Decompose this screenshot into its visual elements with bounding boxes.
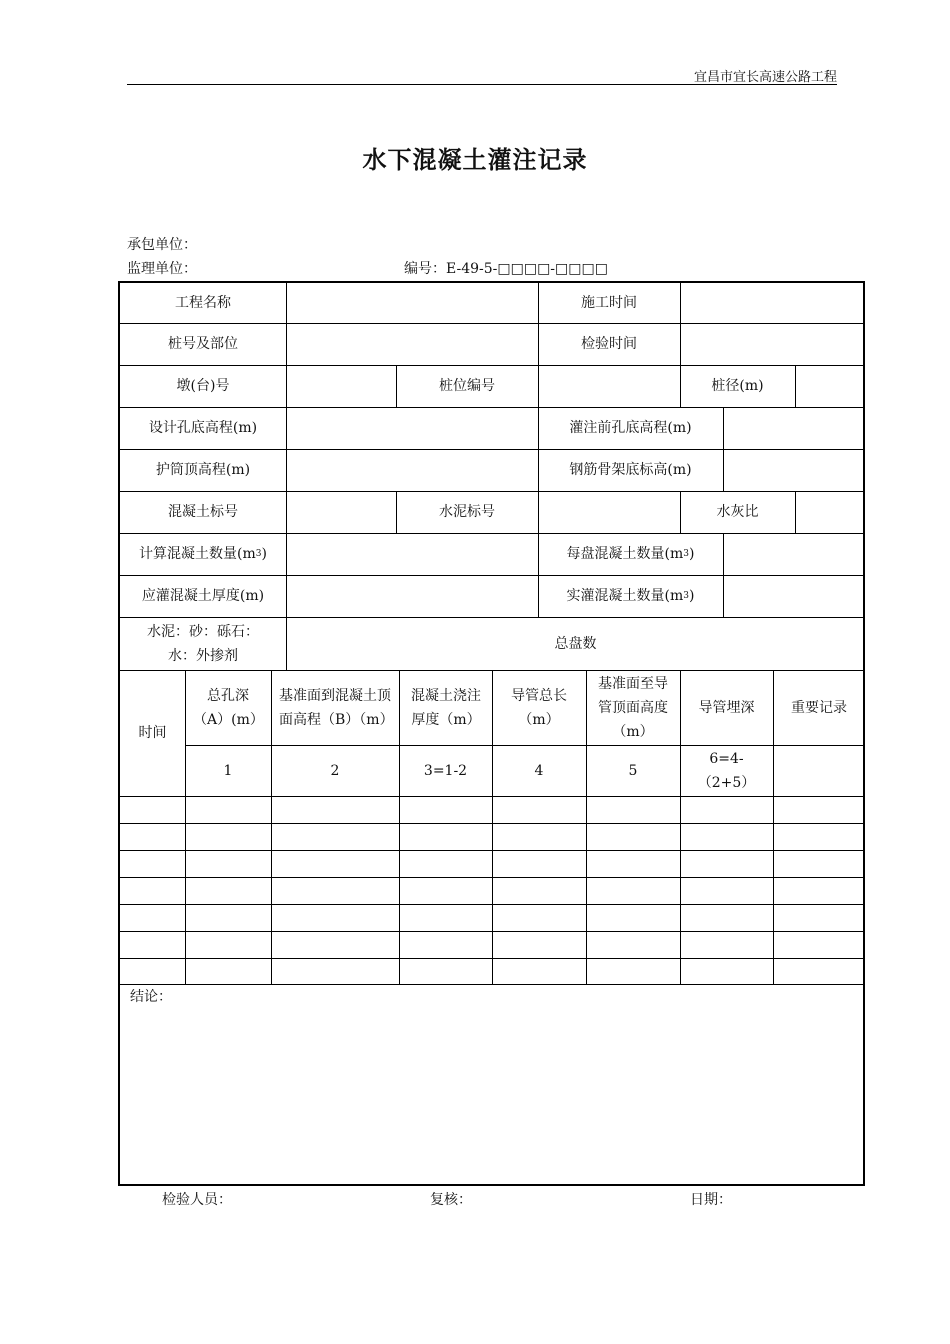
idx-2: 2 xyxy=(330,762,340,779)
idx-6: 6=4-（2+5） xyxy=(697,750,756,791)
col-pour-thickness: 混凝土浇注厚度（m） xyxy=(411,687,481,728)
label-batch-qty: 每盘混凝土数量(m 3 ) xyxy=(566,546,695,562)
col-base-to-pipe: 基准面至导管顶面高度（m） xyxy=(598,675,668,740)
idx-1: 1 xyxy=(223,762,233,779)
label-actual-qty: 实灌混凝土数量(m 3 ) xyxy=(566,588,695,604)
idx-4: 4 xyxy=(534,762,544,779)
col-total-depth: 总孔深（A）(m） xyxy=(193,687,264,728)
page-header: 宜昌市宜长高速公路工程 xyxy=(693,70,837,85)
label-pile-code: 桩位编号 xyxy=(439,378,495,394)
label-pier-no: 墩(台)号 xyxy=(176,378,230,394)
idx-5: 5 xyxy=(628,762,638,779)
label-project-name: 工程名称 xyxy=(175,295,231,311)
inspector-label: 检验人员： xyxy=(162,1192,232,1208)
label-pour-thickness: 应灌混凝土厚度(m) xyxy=(141,588,265,604)
label-cement-grade: 水泥标号 xyxy=(439,504,495,520)
conclusion-label: 结论： xyxy=(130,989,172,1005)
label-pile-position: 桩号及部位 xyxy=(168,336,238,352)
label-pile-diameter: 桩径(m) xyxy=(711,378,764,394)
col-pipe-length: 导管总长（m） xyxy=(511,687,567,728)
supervisor-label: 监理单位： xyxy=(127,261,197,277)
label-pre-pour-bottom: 灌注前孔底高程(m) xyxy=(569,420,692,436)
label-casing-top: 护筒顶高程(m) xyxy=(155,462,251,478)
header-rule xyxy=(127,84,837,85)
form-number: 编号：E-49-5-□□□□-□□□□ xyxy=(404,261,608,277)
col-time: 时间 xyxy=(138,725,167,741)
col-base-to-concrete: 基准面到混凝土顶面高程（B）（m） xyxy=(279,687,394,728)
reviewer-label: 复核： xyxy=(430,1192,472,1208)
label-construction-time: 施工时间 xyxy=(581,295,637,311)
label-calc-qty: 计算混凝土数量(m 3 ) xyxy=(139,546,267,562)
contractor-label: 承包单位： xyxy=(127,237,197,253)
page-title: 水下混凝土灌注记录 xyxy=(362,145,588,174)
label-wc-ratio: 水灰比 xyxy=(716,504,759,520)
label-cage-bottom: 钢筋骨架底标高(m) xyxy=(569,462,692,478)
date-label: 日期： xyxy=(690,1192,732,1208)
idx-3: 3=1-2 xyxy=(423,762,468,779)
record-form xyxy=(118,281,865,1186)
label-mix-ratio: 水泥：砂：砾石： 水：外掺剂 xyxy=(147,623,259,664)
label-total-batches: 总盘数 xyxy=(554,635,597,652)
col-pipe-embed: 导管埋深 xyxy=(698,699,755,716)
label-design-bottom: 设计孔底高程(m) xyxy=(148,420,258,436)
col-important-notes: 重要记录 xyxy=(791,699,847,716)
label-inspection-time: 检验时间 xyxy=(581,336,637,352)
label-concrete-grade: 混凝土标号 xyxy=(168,504,238,520)
